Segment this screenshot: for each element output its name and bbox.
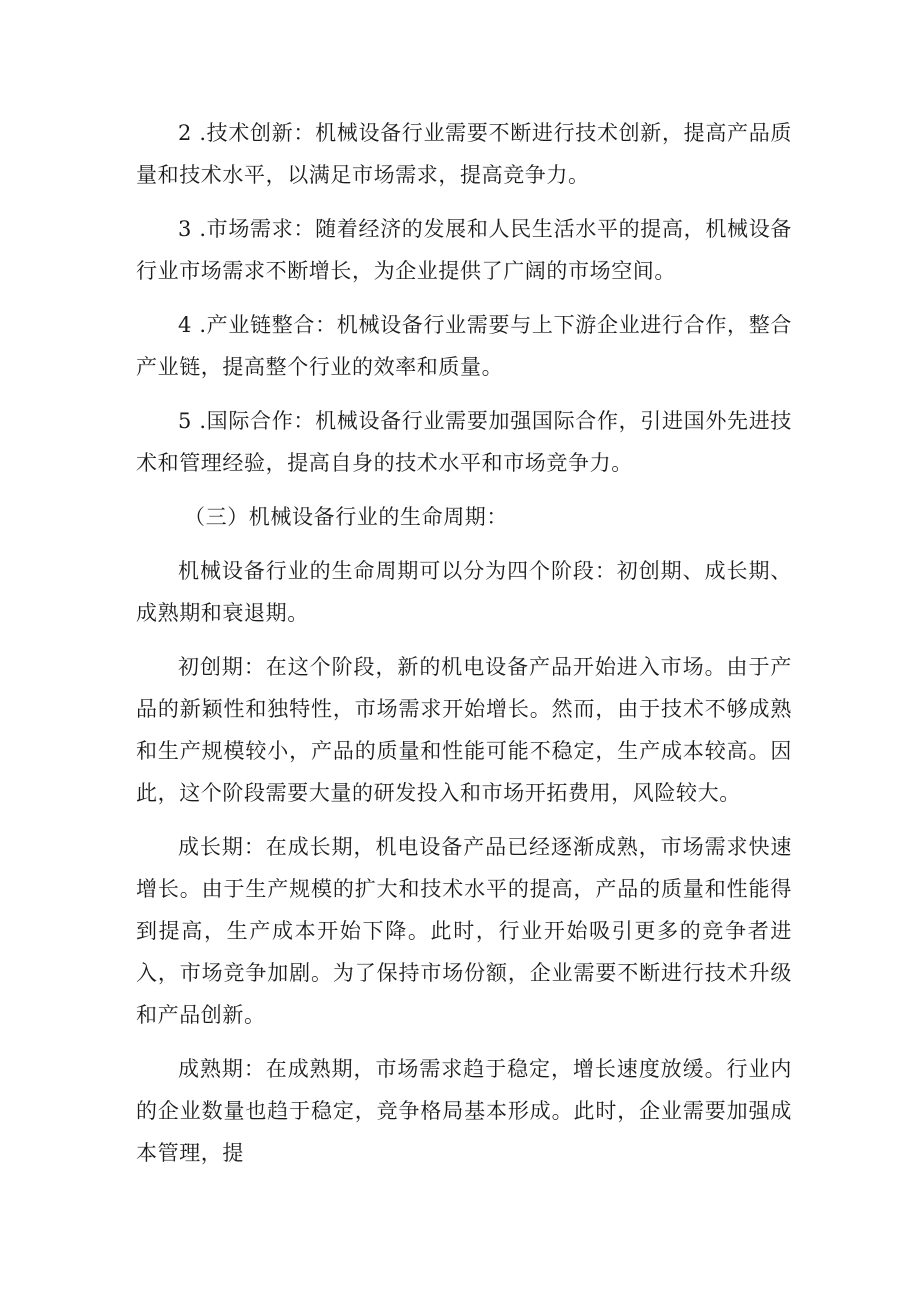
paragraph-item-startup-stage: 初创期：在这个阶段，新的机电设备产品开始进入市场。由于产品的新颖性和独特性，市场需求开始增长。然而，由于技术不够成熟和生产规模较小，产品的质量和性能可能不稳定，生产成本较高。因此，这个阶段需要大量的研发投入和市场开拓费用，风险较大。 bbox=[136, 655, 792, 805]
paragraph-item-lifecycle-overview: 机械设备行业的生命周期可以分为四个阶段：初创期、成长期、成熟期和衰退期。 bbox=[136, 559, 792, 625]
paragraph-item-market-demand: 3 .市场需求：随着经济的发展和人民生活水平的提高，机械设备行业市场需求不断增长，为企业提供了广阔的市场空间。 bbox=[136, 217, 792, 283]
paragraph-item-international-cooperation: 5 .国际合作：机械设备行业需要加强国际合作，引进国外先进技术和管理经验，提高自身的技术水平和市场竞争力。 bbox=[136, 409, 792, 475]
paragraph-item-technology-innovation: 2 .技术创新：机械设备行业需要不断进行技术创新，提高产品质量和技术水平，以满足市场需求，提高竞争力。 bbox=[136, 121, 792, 187]
paragraph-item-growth-stage: 成长期：在成长期，机电设备产品已经逐渐成熟，市场需求快速增长。由于生产规模的扩大和技术水平的提高，产品的质量和性能得到提高，生产成本开始下降。此时，行业开始吸引更多的竞争者进入，市场竞争加剧。为了保持市场份额，企业需要不断进行技术升级和产品创新。 bbox=[136, 835, 792, 1027]
paragraph-item-maturity-stage: 成熟期：在成熟期，市场需求趋于稳定，增长速度放缓。行业内的企业数量也趋于稳定，竞争格局基本形成。此时，企业需要加强成本管理，提 bbox=[136, 1057, 792, 1165]
paragraph-item-industry-chain: 4 .产业链整合：机械设备行业需要与上下游企业进行合作，整合产业链，提高整个行业的效率和质量。 bbox=[136, 313, 792, 379]
section-heading-lifecycle: （三）机械设备行业的生命周期： bbox=[184, 505, 508, 529]
document-page bbox=[136, 112, 792, 1186]
